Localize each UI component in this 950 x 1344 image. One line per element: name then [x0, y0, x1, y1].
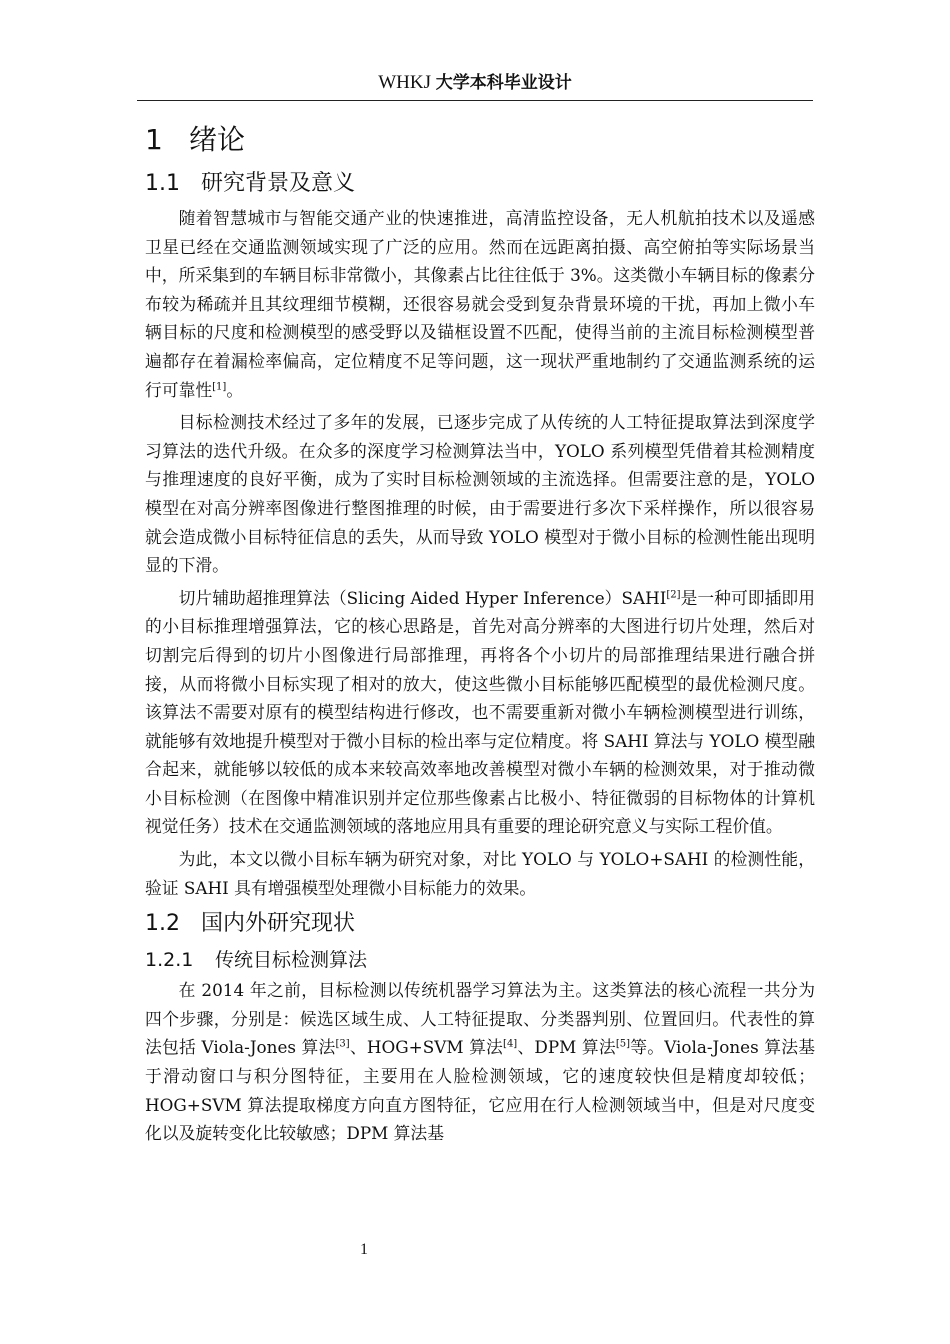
section-number: 1.2 [145, 911, 180, 937]
paragraph-traditional [145, 976, 815, 1148]
subsection-title: 传统目标检测算法 [215, 949, 368, 972]
paragraph-background [145, 204, 815, 404]
paragraph-text: 目标检测技术经过了多年的发展，已逐步完成了从传统的人工特征提取算法到深度学习算法的迭代升级。在众多的深度学习检测算法当中，YOLO 系列模型凭借着其检测精度与推理速度的良好平衡，成为了实时目标检测领域的主流选择。但需要注意的是，YOLO 模型在对高分辨率图像进行整图推理的时候，由于需要进行多次下采样操作，所以很容易就会造成微小目标特征信息的丢失，从而导致 YOLO 模型对于微小目标的检测性能出现明显的下滑。 [145, 412, 815, 576]
paragraph-text: 、HOG+SVM 算法 [349, 1037, 504, 1058]
paragraph-text: 为此，本文以微小目标车辆为研究对象，对比 YOLO 与 YOLO+SAHI 的检测性能，验证 SAHI 具有增强模型处理微小目标能力的效果。 [145, 849, 815, 898]
citation-ref: [3] [335, 1038, 350, 1050]
header-rule [137, 100, 813, 101]
paragraph-text: 切片辅助超推理算法（Slicing Aided Hyper Inference）SAHI [178, 587, 667, 608]
paragraph-sahi [145, 584, 815, 841]
section-heading-1-1 [145, 168, 815, 200]
header-title: 大学本科毕业设计 [435, 73, 572, 93]
paragraph-text: 在 2014 年之前，目标检测以传统机器学习算法为主。这类算法的核心流程一共分为四个步骤，分别是：候选区域生成、人工特征提取、分类器判别、位置回归。代表性的算法包括 Viola-Jones 算法 [145, 980, 815, 1058]
page-content [145, 112, 815, 1152]
section-number: 1.1 [145, 171, 180, 196]
citation-ref: [1] [212, 380, 227, 392]
section-title: 国内外研究现状 [201, 911, 356, 937]
header-prefix: WHKJ [378, 72, 432, 93]
citation-ref: [4] [503, 1038, 518, 1050]
chapter-number: 1 [145, 123, 163, 156]
page-number: 1 [360, 1241, 368, 1258]
subsection-number: 1.2.1 [145, 949, 194, 972]
subsection-heading-1-2-1 [145, 946, 815, 974]
paragraph-purpose [145, 845, 815, 902]
paragraph-tail: 是一种可即插即用的小目标推理增强算法，它的核心思路是，首先对高分辨率的大图进行切片处理，然后对切割完后得到的切片小图像进行局部推理，再将各个小切片的局部推理结果进行融合拼接，从而将微小目标实现了相对的放大，使这些微小目标能够匹配模型的最优检测尺度。该算法不需要对原有的模型结构进行修改，也不需要重新对微小车辆检测模型进行训练，就能够有效地提升模型对于微小目标的检出率与定位精度。将 SAHI 算法与 YOLO 模型融合起来，就能够以较低的成本来较高效率地改善模型对微小车辆的检测效果，对于推动微小目标检测（在图像中精准识别并定位那些像素占比极小、特征微弱的目标物体的计算机视觉任务）技术在交通监测领域的落地应用具有重要的理论研究意义与实际工程价值。 [145, 587, 815, 837]
citation-ref: [5] [615, 1038, 631, 1050]
paragraph-tail: 。 [226, 379, 244, 400]
paragraph-text: 等。Viola-Jones 算法基于滑动窗口与积分图特征，主要用在人脸检测领域，它的速度较快但是精度却较低；HOG+SVM 算法提取梯度方向直方图特征，它应用在行人检测领域当中，但是对尺度变化以及旋转变化比较敏感；DPM 算法基 [145, 1037, 815, 1144]
paragraph-text: 随着智慧城市与智能交通产业的快速推进，高清监控设备，无人机航拍技术以及遥感卫星已经在交通监测领域实现了广泛的应用。然而在远距离拍摄、高空俯拍等实际场景当中，所采集到的车辆目标非常微小，其像素占比往往低于 3%。这类微小车辆目标的像素分布较为稀疏并且其纹理细节模糊，还很容易就会受到复杂背景环境的干扰，再加上微小车辆目标的尺度和检测模型的感受野以及锚框设置不匹配，使得当前的主流目标检测模型普遍都存在着漏检率偏高，定位精度不足等问题，这一现状严重地制约了交通监测系统的运行可靠性 [145, 208, 815, 400]
citation-ref: [2] [666, 589, 681, 601]
section-title: 研究背景及意义 [201, 171, 356, 196]
chapter-title: 绪论 [189, 123, 246, 156]
paragraph-yolo [145, 408, 815, 580]
chapter-heading [145, 118, 815, 162]
section-heading-1-2 [145, 908, 815, 940]
running-header [137, 70, 813, 96]
paragraph-text: 、DPM 算法 [517, 1037, 616, 1058]
